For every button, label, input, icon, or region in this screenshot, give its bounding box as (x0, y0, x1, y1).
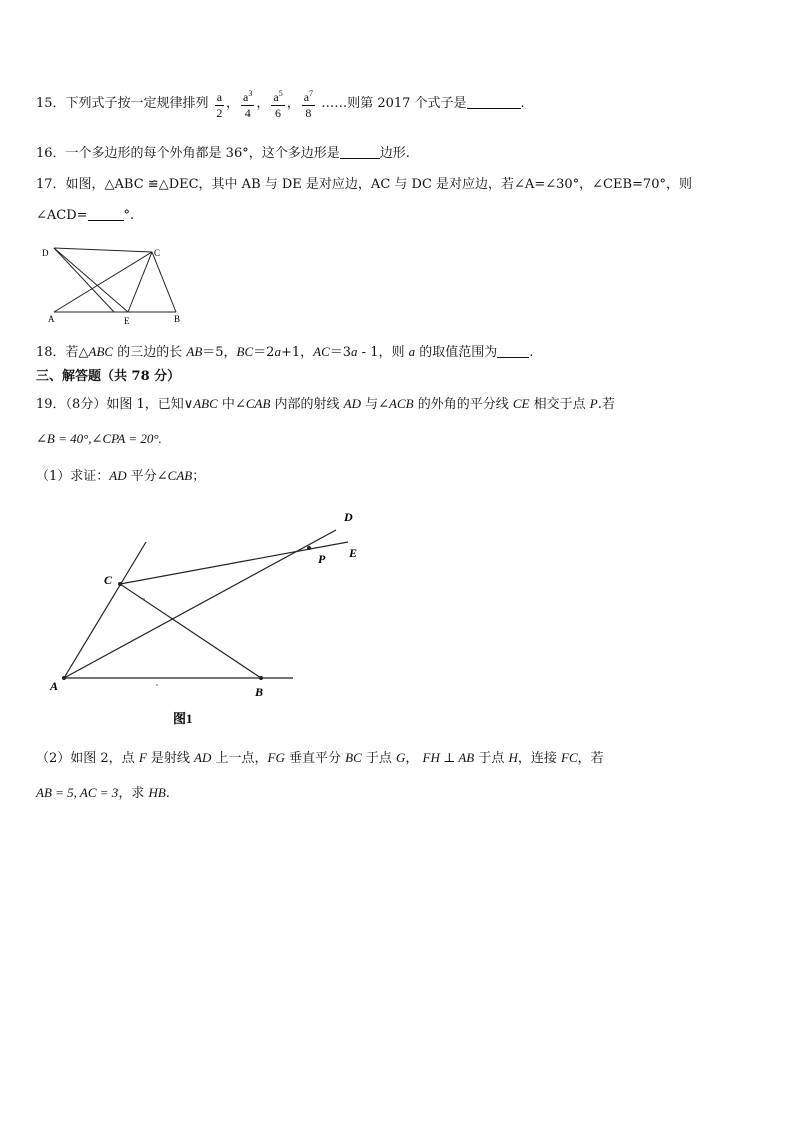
question-16: 16．一个多边形的每个外角都是 36°，这个多边形是 边形. (36, 146, 410, 161)
question-19-part-2: （2）如图 2，点 F 是射线 AD 上一点，FG 垂直平分 BC 于点 G， FH ⊥ AB 于点 H，连接 FC，若 (36, 750, 604, 766)
q17-label-e: E (124, 316, 130, 326)
fig1-label-p: P (318, 552, 326, 566)
question-19-line-1: 19．（8分）如图 1，已知∨ABC 中∠CAB 内部的射线 AD 与∠ACB 的外角的平分线 CE 相交于点 P.若 (36, 396, 615, 412)
q19-figure-1 (36, 505, 376, 735)
q17-answer-blank[interactable] (88, 207, 124, 221)
question-19-line-2: ∠B = 40°,∠CPA = 20°. (36, 431, 162, 446)
q15-fraction-1: $\frac{a}{2}$ (215, 86, 224, 121)
section-heading: 三、解答题（共 78 分） (36, 369, 181, 384)
q15-fraction-4: $\frac{a^7}{8}$ (302, 86, 315, 121)
question-15: 15．下列式子按一定规律排列 $\frac{a}{2}$ ， $\frac{a^3}{4}$ ， $\frac{a^5}{6}$ ， $\frac{a^7}{8}$ ……则第 2017 个式子是 . (36, 86, 525, 121)
question-17-line-1: 17．如图，△ABC ≌△DEC，其中 AB 与 DE 是对应边，AC 与 DC 是对应边，若∠A=∠30°，∠CEB=70°，则 (36, 177, 692, 192)
fig1-label-c: C (104, 573, 113, 587)
q17-figure (36, 240, 236, 330)
q15-suffix: ……则第 2017 个式子是 (321, 96, 467, 111)
q18-answer-blank[interactable] (497, 344, 529, 358)
q15-answer-blank[interactable] (467, 95, 521, 109)
fig1-caption: 图1 (173, 711, 193, 726)
q17-label-d: D (42, 248, 49, 258)
question-18: 18．若△ABC 的三边的长 AB＝5，BC＝2a+1，AC＝3a - 1，则 a 的取值范围为 . (36, 344, 534, 360)
q15-fraction-3: $\frac{a^5}{6}$ (271, 86, 284, 121)
q16-answer-blank[interactable] (340, 145, 380, 159)
fig1-label-b: B (255, 685, 264, 699)
question-19-part-2-line-2: AB = 5, AC = 3，求 HB. (36, 785, 170, 801)
question-17-line-2: ∠ACD= °. (36, 208, 135, 223)
fig1-label-d: D (344, 510, 353, 524)
q17-label-a: A (48, 314, 55, 324)
q16-text: 16．一个多边形的每个外角都是 36°，这个多边形是 (36, 146, 340, 161)
q15-prefix: 15．下列式子按一定规律排列 (36, 96, 209, 111)
q17-label-c: C (154, 248, 161, 258)
question-19-part-1: （1）求证：AD 平分∠CAB； (36, 468, 206, 484)
fig1-label-a: A (50, 679, 59, 693)
q15-fraction-2: $\frac{a^3}{4}$ (241, 86, 254, 121)
q17-label-b: B (174, 314, 181, 324)
fig1-label-e: E (349, 546, 358, 560)
